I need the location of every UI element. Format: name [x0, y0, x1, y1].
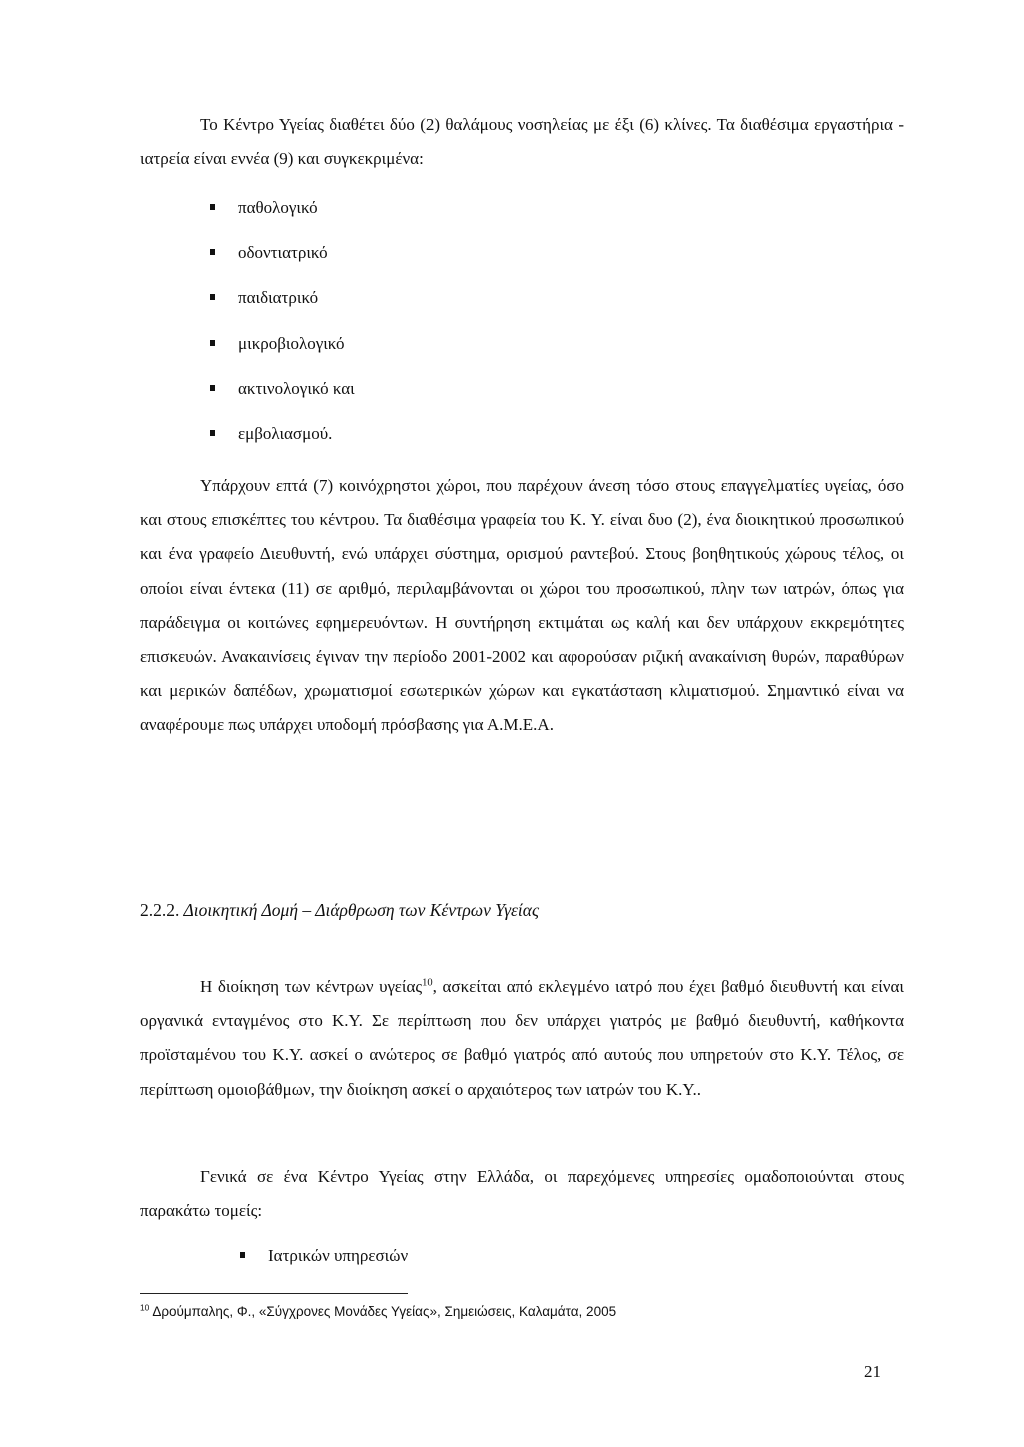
labs-list	[238, 195, 355, 466]
administration-paragraph	[140, 970, 904, 1107]
list-item: εμβολιασμού.	[238, 421, 355, 466]
footnote	[140, 1304, 616, 1319]
services-list	[268, 1243, 408, 1288]
footnote-divider	[140, 1293, 408, 1294]
footnote-reference[interactable]: 10	[422, 977, 433, 989]
footnote-number: 10	[140, 1302, 150, 1313]
intro-paragraph: Το Κέντρο Υγείας διαθέτει δύο (2) θαλάμους νοσηλείας με έξι (6) κλίνες. Τα διαθέσιμα εργαστήρια - ιατρεία είναι εννέα (9) και συγκεκριμένα:	[140, 115, 904, 169]
facilities-paragraph: Υπάρχουν επτά (7) κοινόχρηστοι χώροι, που παρέχουν άνεση τόσο στους επαγγελματίες υγείας, όσο και στους επισκέπτες του κέντρου. Τα διαθέσιμα γραφεία του Κ. Υ. είναι δυο (2), ένα διοικητικού προσωπικού και ένα γραφείο Διευθυντή, ενώ υπάρχει σύστημα, ορισμού ραντεβού. Στους βοηθητικούς χώρους τέλος, οι οποίοι είναι έντεκα (11) σε αριθμό, περιλαμβάνονται οι χώροι του προσωπικού, πλην των ιατρών, όπως για παράδειγμα οι κοιτώνες εφημερευόντων. Η συντήρηση εκτιμάται ως καλή και δεν υπάρχουν εκκρεμότητες επισκευών. Ανακαινίσεις έγιναν την περίοδο 2001-2002 και αφορούσαν ριζική ανακαίνιση θυρών, παραθύρων και μερικών δαπέδων, χρωματισμοί εσωτερικών χώρων και εγκατάσταση κλιματισμού. Σημαντικό είναι να αναφέρουμε πως υπάρχει υποδομή πρόσβασης για Α.Μ.Ε.Α.	[140, 476, 904, 735]
administration-text-end: , ασκείται από εκλεγμένο ιατρό που έχει βαθμό διευθυντή και είναι οργανικά ενταγμένος στο Κ.Υ. Σε περίπτωση που δεν υπάρχει γιατρός με βαθμό διευθυντή, καθήκοντα προϊσταμένου του Κ.Υ. ασκεί ο ανώτερος σε βαθμό γιατρός από αυτούς που υπηρετούν στο Κ.Υ. Τέλος, σε περίπτωση ομοιοβάθμων, την διοίκηση ασκεί ο αρχαιότερος των ιατρών του Κ.Υ..	[140, 977, 904, 1099]
services-paragraph: Γενικά σε ένα Κέντρο Υγείας στην Ελλάδα, οι παρεχόμενες υπηρεσίες ομαδοποιούνται στους παρακάτω τομείς:	[140, 1167, 904, 1221]
administration-text-start: Η διοίκηση των κέντρων υγείας	[200, 977, 423, 996]
list-item: ακτινολογικό και	[238, 376, 355, 421]
list-item: παθολογικό	[238, 195, 355, 240]
section-title: Διοικητική Δομή – Διάρθρωση των Κέντρων Υγείας	[183, 900, 540, 920]
footnote-text: Δρούμπαλης, Φ., «Σύγχρονες Μονάδες Υγείας», Σημειώσεις, Καλαμάτα, 2005	[149, 1304, 617, 1319]
section-number: 2.2.2.	[140, 900, 180, 920]
list-item: μικροβιολογικό	[238, 331, 355, 376]
list-item: παιδιατρικό	[238, 285, 355, 330]
section-heading	[140, 900, 539, 921]
list-item: οδοντιατρικό	[238, 240, 355, 285]
page-number: 21	[864, 1362, 881, 1381]
list-item: Ιατρικών υπηρεσιών	[268, 1243, 408, 1288]
